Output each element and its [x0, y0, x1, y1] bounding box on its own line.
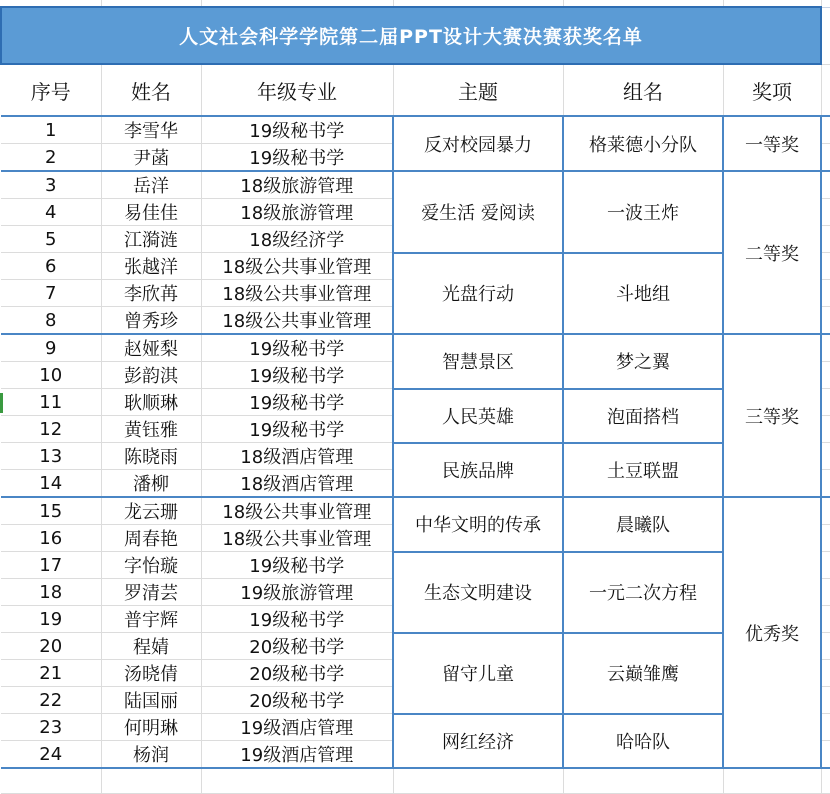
name-cell[interactable]: 易佳佳 — [101, 199, 201, 226]
seq-cell[interactable]: 20 — [1, 633, 101, 660]
theme-cell[interactable]: 光盘行动 — [393, 253, 563, 335]
name-cell[interactable]: 黄钰雅 — [101, 416, 201, 443]
team-cell[interactable]: 晨曦队 — [563, 497, 723, 552]
cell[interactable] — [821, 579, 830, 606]
name-cell[interactable]: 陆国丽 — [101, 687, 201, 714]
award-cell[interactable]: 三等奖 — [723, 334, 821, 497]
seq-cell[interactable]: 13 — [1, 443, 101, 470]
cell[interactable] — [821, 525, 830, 552]
cell[interactable] — [821, 714, 830, 741]
table-row — [1, 334, 830, 362]
table-row — [1, 497, 830, 525]
header-name[interactable]: 姓名 — [101, 64, 201, 116]
grade-cell[interactable]: 18级旅游管理 — [201, 171, 393, 199]
seq-cell[interactable]: 1 — [1, 116, 101, 144]
cell[interactable] — [201, 0, 393, 7]
name-cell[interactable]: 普宇辉 — [101, 606, 201, 633]
name-cell[interactable]: 耿顺琳 — [101, 389, 201, 416]
cell[interactable] — [821, 226, 830, 253]
seq-cell[interactable]: 24 — [1, 741, 101, 769]
seq-cell[interactable]: 15 — [1, 497, 101, 525]
cell[interactable] — [821, 606, 830, 633]
cell[interactable] — [563, 768, 723, 794]
name-cell[interactable]: 赵娅梨 — [101, 334, 201, 362]
table-row — [1, 714, 830, 741]
header-seq[interactable]: 序号 — [1, 64, 101, 116]
grade-cell[interactable]: 18级公共事业管理 — [201, 525, 393, 552]
name-cell[interactable]: 程婧 — [101, 633, 201, 660]
theme-cell[interactable]: 民族品牌 — [393, 443, 563, 498]
cell[interactable] — [1, 768, 101, 794]
cell[interactable] — [821, 362, 830, 389]
team-cell[interactable]: 土豆联盟 — [563, 443, 723, 498]
name-cell[interactable]: 何明琳 — [101, 714, 201, 741]
seq-cell[interactable]: 19 — [1, 606, 101, 633]
grade-cell[interactable]: 20级秘书学 — [201, 633, 393, 660]
grade-cell[interactable]: 19级秘书学 — [201, 389, 393, 416]
seq-cell[interactable]: 5 — [1, 226, 101, 253]
table-row — [1, 253, 830, 280]
name-cell[interactable]: 李雪华 — [101, 116, 201, 144]
cell[interactable] — [821, 253, 830, 280]
theme-cell[interactable]: 智慧景区 — [393, 334, 563, 389]
table-row — [1, 389, 830, 416]
seq-cell[interactable]: 11 — [1, 389, 101, 416]
table-row — [1, 768, 830, 794]
header-theme[interactable]: 主题 — [393, 64, 563, 116]
award-cell[interactable]: 优秀奖 — [723, 497, 821, 768]
cell[interactable] — [821, 389, 830, 416]
seq-cell[interactable]: 16 — [1, 525, 101, 552]
grade-cell[interactable]: 19级酒店管理 — [201, 741, 393, 769]
seq-cell[interactable]: 18 — [1, 579, 101, 606]
grade-cell[interactable]: 18级公共事业管理 — [201, 280, 393, 307]
team-cell[interactable]: 云巅雏鹰 — [563, 633, 723, 714]
header-award[interactable]: 奖项 — [723, 64, 821, 116]
header-row — [1, 64, 830, 116]
cell[interactable] — [821, 199, 830, 226]
name-cell[interactable]: 周春艳 — [101, 525, 201, 552]
name-cell[interactable]: 江漪涟 — [101, 226, 201, 253]
table-title[interactable]: 人文社会科学学院第二届PPT设计大赛决赛获奖名单 — [1, 7, 821, 64]
cell[interactable] — [821, 443, 830, 470]
seq-cell[interactable]: 21 — [1, 660, 101, 687]
team-cell[interactable]: 格莱德小分队 — [563, 116, 723, 171]
seq-cell[interactable]: 12 — [1, 416, 101, 443]
seq-cell[interactable]: 4 — [1, 199, 101, 226]
cell[interactable] — [393, 768, 563, 794]
award-cell[interactable]: 一等奖 — [723, 116, 821, 171]
name-cell[interactable]: 张越洋 — [101, 253, 201, 280]
table-row — [1, 443, 830, 470]
grade-cell[interactable]: 18级公共事业管理 — [201, 307, 393, 335]
name-cell[interactable]: 彭韵淇 — [101, 362, 201, 389]
grade-cell[interactable]: 19级秘书学 — [201, 416, 393, 443]
grade-cell[interactable]: 19级秘书学 — [201, 116, 393, 144]
grade-cell[interactable]: 18级酒店管理 — [201, 443, 393, 470]
cell[interactable] — [821, 116, 830, 144]
seq-cell[interactable]: 2 — [1, 144, 101, 172]
seq-cell[interactable]: 17 — [1, 552, 101, 579]
header-team[interactable]: 组名 — [563, 64, 723, 116]
name-cell[interactable]: 岳洋 — [101, 171, 201, 199]
cell[interactable] — [821, 552, 830, 579]
cell[interactable] — [101, 0, 201, 7]
table-row — [1, 633, 830, 660]
grade-cell[interactable]: 19级秘书学 — [201, 334, 393, 362]
name-cell[interactable]: 罗清芸 — [101, 579, 201, 606]
name-cell[interactable]: 潘柳 — [101, 470, 201, 498]
grade-cell[interactable]: 20级秘书学 — [201, 660, 393, 687]
cell[interactable] — [201, 768, 393, 794]
seq-cell[interactable]: 3 — [1, 171, 101, 199]
name-cell[interactable]: 杨润 — [101, 741, 201, 769]
cell[interactable] — [393, 0, 563, 7]
active-row-marker — [0, 393, 3, 413]
cell[interactable] — [563, 0, 723, 7]
cell[interactable] — [821, 741, 830, 769]
seq-cell[interactable]: 22 — [1, 687, 101, 714]
cell[interactable] — [821, 171, 830, 199]
cell[interactable] — [723, 768, 821, 794]
cell[interactable] — [821, 334, 830, 362]
cell[interactable] — [821, 0, 830, 7]
grade-cell[interactable]: 19级秘书学 — [201, 606, 393, 633]
name-cell[interactable]: 曾秀珍 — [101, 307, 201, 335]
seq-cell[interactable]: 9 — [1, 334, 101, 362]
cell[interactable] — [821, 280, 830, 307]
name-cell[interactable]: 字怡璇 — [101, 552, 201, 579]
seq-cell[interactable]: 7 — [1, 280, 101, 307]
grade-cell[interactable]: 18级旅游管理 — [201, 199, 393, 226]
table-row — [1, 116, 830, 144]
cell[interactable] — [821, 416, 830, 443]
seq-cell[interactable]: 14 — [1, 470, 101, 498]
grade-cell[interactable]: 18级酒店管理 — [201, 470, 393, 498]
name-cell[interactable]: 陈晓雨 — [101, 443, 201, 470]
grade-cell[interactable]: 20级秘书学 — [201, 687, 393, 714]
seq-cell[interactable]: 6 — [1, 253, 101, 280]
theme-cell[interactable]: 生态文明建设 — [393, 552, 563, 633]
cell[interactable] — [101, 768, 201, 794]
name-cell[interactable]: 尹菡 — [101, 144, 201, 172]
seq-cell[interactable]: 8 — [1, 307, 101, 335]
theme-cell[interactable]: 网红经济 — [393, 714, 563, 769]
cell[interactable] — [821, 497, 830, 525]
cell[interactable] — [821, 307, 830, 335]
grade-cell[interactable]: 18级经济学 — [201, 226, 393, 253]
team-cell[interactable]: 泡面搭档 — [563, 389, 723, 443]
cell[interactable] — [821, 7, 830, 64]
cell[interactable] — [723, 0, 821, 7]
table-row — [1, 171, 830, 199]
theme-cell[interactable]: 留守儿童 — [393, 633, 563, 714]
team-cell[interactable]: 哈哈队 — [563, 714, 723, 769]
title-row — [1, 7, 830, 64]
cell[interactable] — [821, 687, 830, 714]
grade-cell[interactable]: 19级秘书学 — [201, 552, 393, 579]
team-cell[interactable]: 梦之翼 — [563, 334, 723, 389]
team-cell[interactable]: 一波王炸 — [563, 171, 723, 253]
theme-cell[interactable]: 反对校园暴力 — [393, 116, 563, 171]
cell[interactable] — [821, 768, 830, 794]
cell[interactable] — [821, 144, 830, 172]
team-cell[interactable]: 斗地组 — [563, 253, 723, 335]
grade-cell[interactable]: 19级旅游管理 — [201, 579, 393, 606]
award-cell[interactable]: 二等奖 — [723, 171, 821, 334]
cell[interactable] — [1, 0, 101, 7]
team-cell[interactable]: 一元二次方程 — [563, 552, 723, 633]
table-row — [1, 552, 830, 579]
theme-cell[interactable]: 中华文明的传承 — [393, 497, 563, 552]
table-body — [1, 0, 830, 794]
theme-cell[interactable]: 人民英雄 — [393, 389, 563, 443]
grade-cell[interactable]: 19级秘书学 — [201, 144, 393, 172]
theme-cell[interactable]: 爱生活 爱阅读 — [393, 171, 563, 253]
cell[interactable] — [821, 470, 830, 498]
grade-cell[interactable]: 19级秘书学 — [201, 362, 393, 389]
seq-cell[interactable]: 23 — [1, 714, 101, 741]
name-cell[interactable]: 汤晓倩 — [101, 660, 201, 687]
top-row — [1, 0, 830, 7]
grade-cell[interactable]: 19级酒店管理 — [201, 714, 393, 741]
name-cell[interactable]: 李欣苒 — [101, 280, 201, 307]
grade-cell[interactable]: 18级公共事业管理 — [201, 497, 393, 525]
cell[interactable] — [821, 64, 830, 116]
name-cell[interactable]: 龙云珊 — [101, 497, 201, 525]
seq-cell[interactable]: 10 — [1, 362, 101, 389]
cell[interactable] — [821, 660, 830, 687]
cell[interactable] — [821, 633, 830, 660]
grade-cell[interactable]: 18级公共事业管理 — [201, 253, 393, 280]
header-grade[interactable]: 年级专业 — [201, 64, 393, 116]
